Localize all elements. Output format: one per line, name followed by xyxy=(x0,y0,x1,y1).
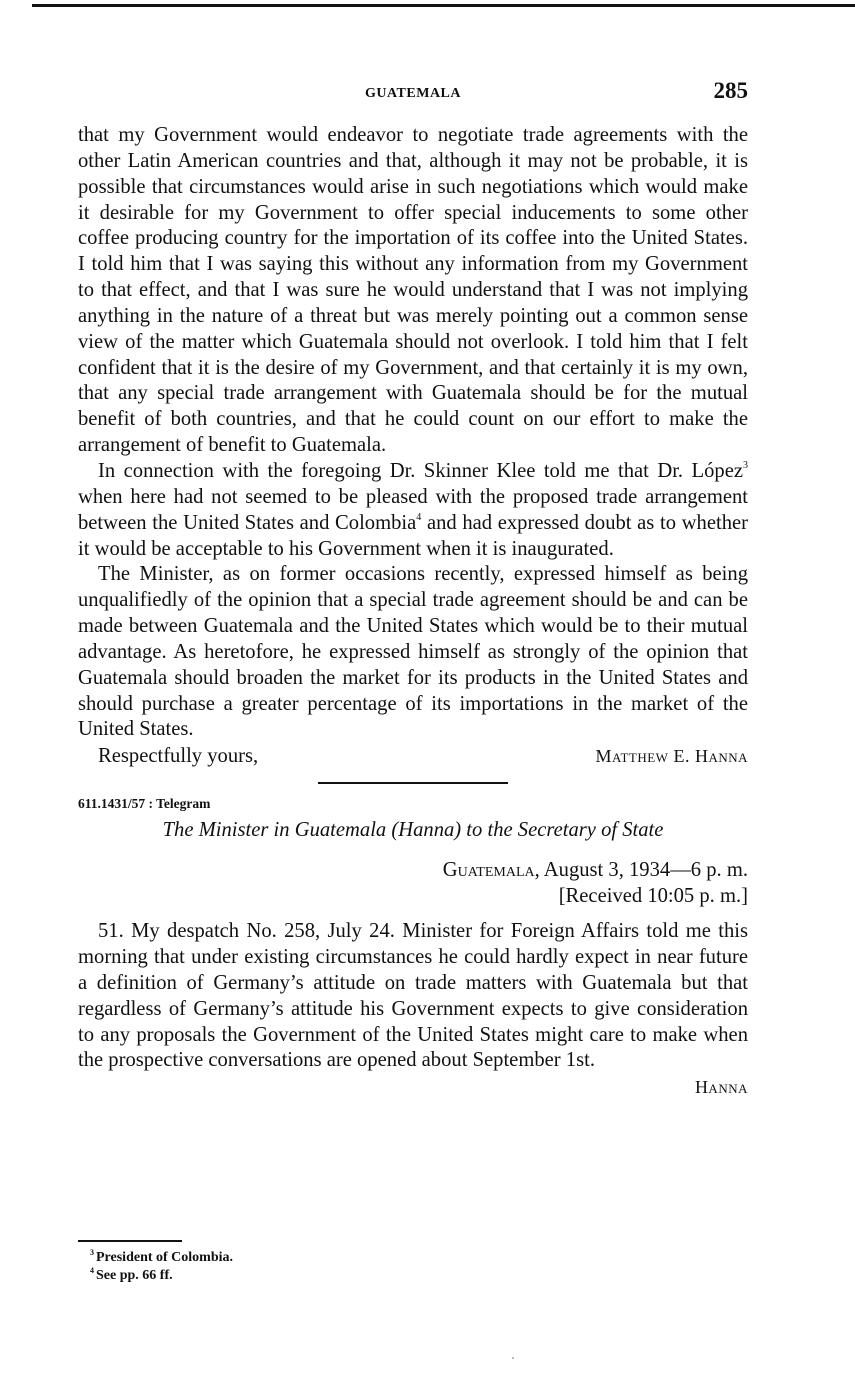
telegram-body: 51. My despatch No. 258, July 24. Minister for Foreign Affairs told me this morning that under existing circumstances he could hardly expect in near future a definition of Germany’s attitude on trade matters with Guatemala but that regardless of Germany’s attitude his Government expects to give consideration to any proposals the Government of the United States might care to make when the prospective conversations are opened about September 1st. xyxy=(78,920,748,1072)
footnote-4 xyxy=(90,1267,233,1285)
letter-closing xyxy=(78,743,748,769)
dateline-date: , August 3, 1934—6 p. m. xyxy=(534,859,748,882)
footnote-mark: 3 xyxy=(90,1248,94,1257)
dateline-place: Guatemala xyxy=(442,859,535,882)
page-number: 285 xyxy=(713,78,748,103)
paragraph-3: The Minister, as on former occasions recently, expressed himself as being unqualifiedly of the opinion that a special trade agreement should be and can be made between Guatemala and the United States which would be to their mutual advantage. As heretofore, he expressed himself as strongly of the opinion that Guatemala should broaden the market for its products in the United States and should purchase a greater percentage of its importations in the market of the United States. xyxy=(78,563,748,741)
paragraph-1: that my Government would endeavor to negotiate trade agreements with the other Latin American countries and that, although it may not be probable, it is possible that circumstances would arise in such negotiations which would make it desirable for my Government to offer special inducements to some other coffee producing country for the importation of its coffee into the United States. I told him that I was saying this without any information from my Government to that effect, and that I was sure he would understand that I was not implying anything in the nature of a threat but was merely pointing out a common sense view of the matter which Guatemala should not overlook. I told him that I felt confident that it is the desire of my Government, and that certainly it is my own, that any special trade arrangement with Guatemala should be for the mutual benefit of both countries, and that he could count on our effort to make the arrangement of benefit to Guatemala. xyxy=(78,124,748,457)
received-line: [Received 10:05 p. m.] xyxy=(558,885,748,908)
signature: Matthew E. Hanna xyxy=(595,746,748,767)
dateline xyxy=(78,857,748,883)
top-border-rule xyxy=(32,4,855,7)
footnote-ref-4: 4 xyxy=(416,511,422,523)
running-head: GUATEMALA xyxy=(364,86,462,101)
page-header xyxy=(78,78,748,108)
footnote-text: President of Colombia. xyxy=(96,1250,234,1265)
paragraph-2-part-1: In connection with the foregoing Dr. Skinner Klee told me that Dr. López xyxy=(98,459,743,482)
scan-speck xyxy=(512,1357,514,1359)
salutation: Respectfully yours, xyxy=(98,745,259,768)
paragraph-2 xyxy=(78,459,748,562)
footnotes xyxy=(90,1249,233,1285)
footnote-rule xyxy=(78,1240,182,1242)
file-reference: 611.1431/57 : Telegram xyxy=(78,796,211,812)
page-body xyxy=(78,123,748,1100)
paragraph-2-part-2: when here had not seemed to be pleased with the proposed trade arrangement between the United States and Colombia xyxy=(78,485,748,534)
footnote-3 xyxy=(90,1249,233,1267)
footnote-mark: 4 xyxy=(90,1266,94,1275)
document-title: The Minister in Guatemala (Hanna) to the Secretary of State xyxy=(162,819,664,842)
footnote-text: See pp. 66 ff. xyxy=(96,1268,173,1283)
telegram-signature: Hanna xyxy=(694,1077,748,1098)
footnote-ref-3: 3 xyxy=(743,459,748,471)
paragraph-2-part-3: and had expressed doubt as to whether it would be acceptable to his Government when it is inaugurated. xyxy=(78,511,748,560)
section-divider xyxy=(318,782,508,784)
